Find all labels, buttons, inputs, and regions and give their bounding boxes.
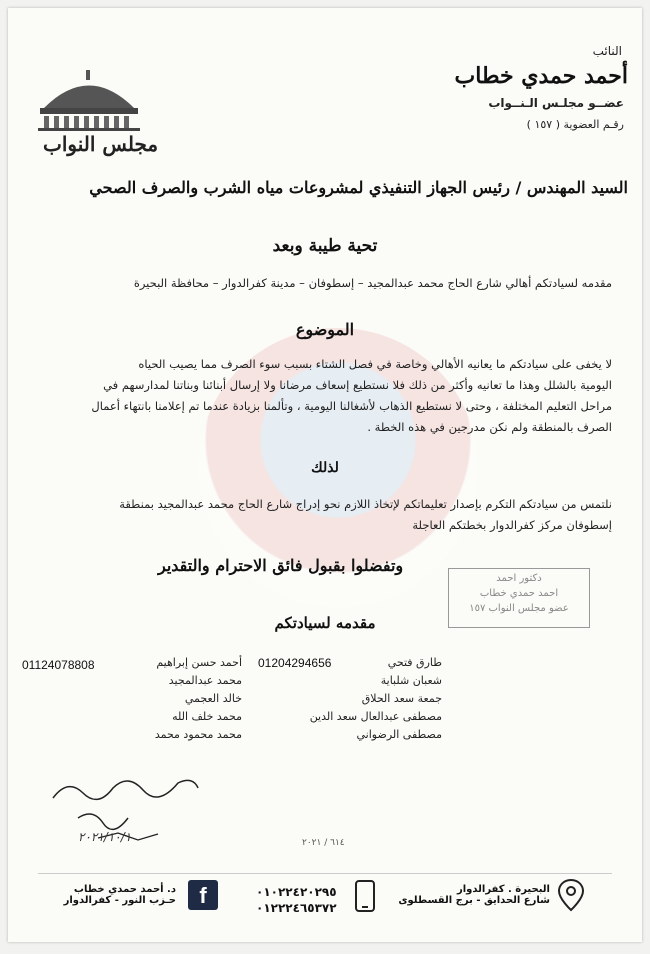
header-role: عضــو مجلـس الـنــواب: [488, 96, 624, 110]
letter-sheet: [8, 8, 642, 942]
body-line: لا يخفى على سيادتكم ما يعانيه الأهالي وخاصة في فصل الشتاء بسبب سوء الصرف مما يصيب الحياه: [138, 357, 612, 371]
closing-line: وتفضلوا بقبول فائق الاحترام والتقدير: [158, 556, 404, 575]
phone-icon: [354, 880, 376, 912]
body-line: مراحل التعليم المختلفة ، وحتى لا نستطيع الذهاب لأشغالنا اليومية ، وتألمنا بزيادة عندما تم إعلامنا بانتهاء أعمال: [91, 399, 612, 413]
submitted-by: مقدمه لسيادتكم: [274, 614, 376, 632]
signatory-name: جمعة سعد الحلاق: [361, 692, 442, 705]
handwritten-date: ٢٠٢١/١٠/١: [78, 830, 132, 844]
greeting: تحية طيبة وبعد: [272, 236, 378, 256]
logo-text: مجلس النواب: [43, 132, 159, 156]
signatory-name: خالد العجمي: [184, 692, 242, 705]
facebook-icon: f: [188, 880, 218, 910]
body-line: الصرف بالمنطقة ولم نكن مدرجين في هذه الخطة .: [367, 420, 612, 434]
address-line: البحيرة . كفرالدوار: [456, 884, 550, 895]
left-signatories: [155, 654, 242, 744]
signatory-name: محمد محمود محمد: [154, 728, 242, 741]
body-paragraph: [42, 354, 612, 438]
location-pin-icon: [556, 878, 586, 912]
left-phone: 01124078808: [22, 658, 95, 672]
header-name: أحمد حمدي خطاب: [454, 63, 628, 89]
intro-line: مقدمه لسيادتكم أهالي شارع الحاج محمد عبدالمجيد – إسطوفان – مدينة كفرالدوار – محافظة البحيرة: [133, 276, 612, 290]
footer-facebook: [64, 884, 176, 906]
signatory-name: محمد خلف الله: [172, 710, 242, 723]
stamp-line: احمد حمدي خطاب: [479, 588, 559, 599]
footer-phone: ٠١٠٢٢٤٢٠٢٩٥: [256, 885, 337, 899]
body-line: اليومية بالشلل وهذا ما تعانيه وأكثر من ذلك فلا نستطيع إسعاف مرضانا ولا إرسال أبنائنا وبناتنا لمدارسهم في: [103, 378, 612, 392]
signatory-name: أحمد حسن إبراهيم: [156, 656, 242, 669]
signatory-name: محمد عبدالمجيد: [168, 674, 242, 687]
request-line: إسطوفان مركز كفرالدوار بخطتكم العاجلة: [412, 518, 612, 532]
membership-number: رقـم العضوية ( ١٥٧ ): [526, 118, 624, 131]
address-line: شارع الحدايق - برج القسطلوى: [398, 895, 550, 906]
therefore-heading: لذلك: [311, 460, 339, 476]
request-paragraph: [42, 494, 612, 536]
stamp-line: دكتور احمد: [496, 573, 542, 584]
right-phone: 01204294656: [258, 656, 332, 670]
fb-sub: حـزب النور - كفرالدوار: [63, 895, 176, 906]
signatory-name: مصطفى الرضواني: [356, 728, 442, 741]
request-line: نلتمس من سيادتكم التكرم بإصدار تعليماتكم لإتخاذ اللازم نحو إدراج شارع الحاج محمد عبدالمجيد بمنطقة: [119, 497, 612, 511]
footer-address: [398, 884, 550, 906]
stamp-line: عضو مجلس النواب ١٥٧: [469, 603, 569, 614]
handwritten-ref: ٦١٤ / ٢٠٢١: [302, 838, 345, 848]
header-title: النائب: [592, 44, 622, 58]
footer-divider: [38, 873, 612, 874]
signatory-name: طارق فتحي: [387, 656, 442, 669]
footer-phone: ٠١٢٢٢٤٦٥٣٧٢: [256, 901, 337, 915]
footer-phones: [256, 884, 337, 916]
subject-heading: الموضوع: [295, 320, 355, 339]
fb-name: د. أحمد حمدي خطاب: [73, 884, 176, 895]
addressee: السيد المهندس / رئيس الجهاز التنفيذي لمشروعات مياه الشرب والصرف الصحي: [89, 178, 628, 197]
right-signatories: [310, 654, 442, 744]
signatory-name: شعبان شلباية: [380, 674, 442, 687]
signatory-name: مصطفى عبدالعال سعد الدين: [309, 710, 442, 723]
